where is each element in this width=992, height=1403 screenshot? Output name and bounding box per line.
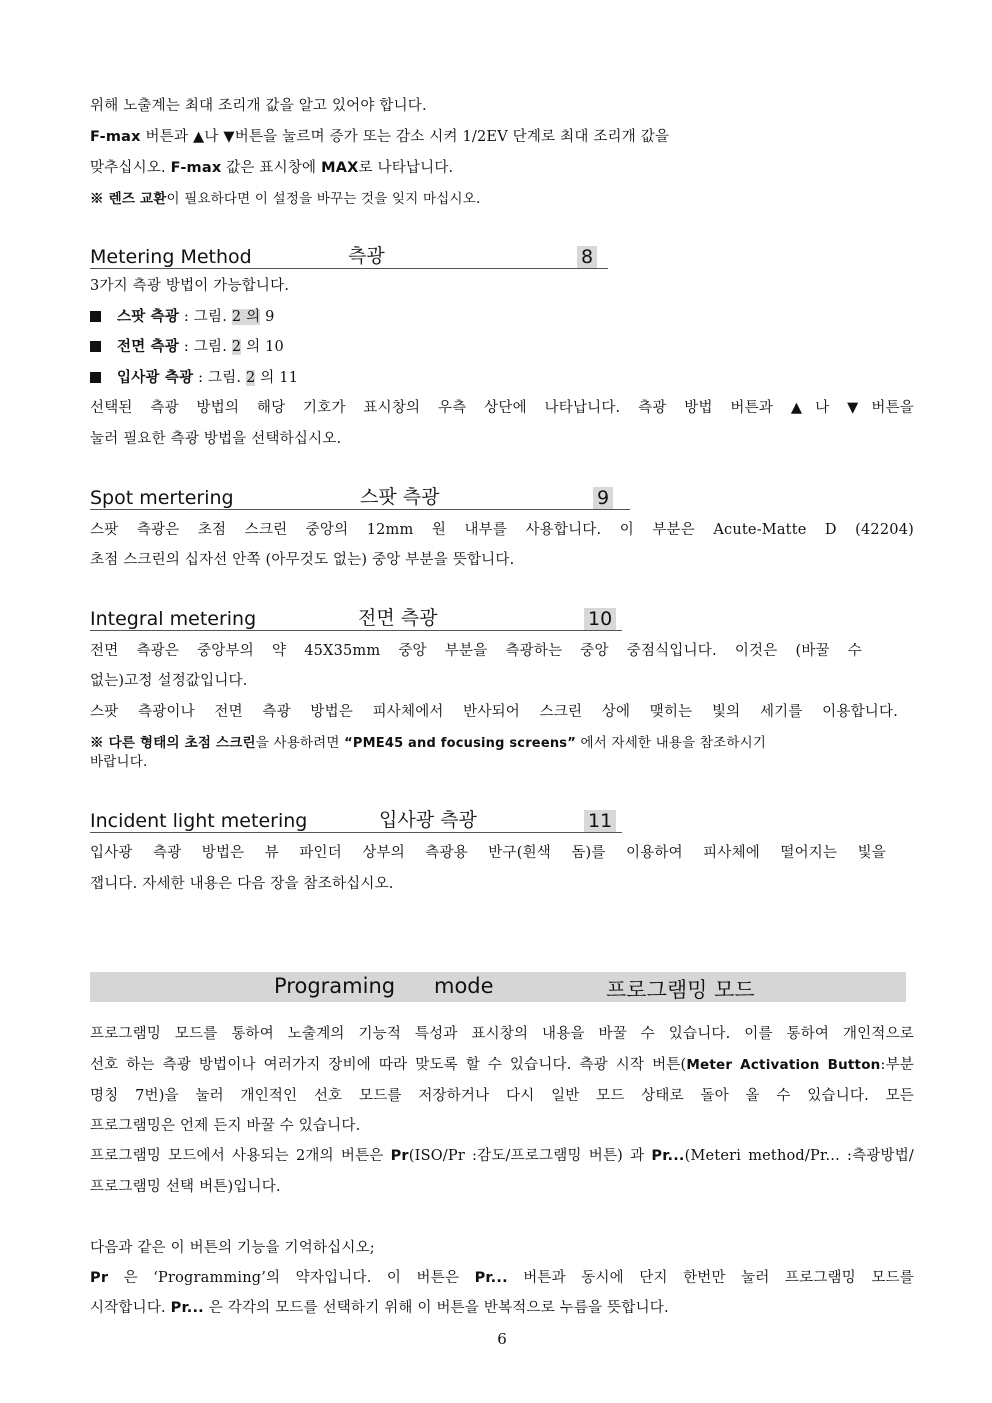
metering-item-incident: 입사광 측광 : 그림. 2 의 11 bbox=[90, 366, 298, 387]
intro-note: ※ 렌즈 교환이 필요하다면 이 설정을 바꾸는 것을 잊지 마십시오. bbox=[90, 191, 481, 207]
programming-p2-line-1: 프로그램밍 모드에서 사용되는 2개의 버튼은 Pr(ISO/Pr :감도/프로그램밍 버튼) 과 Pr...(Meteri method/Pr... :측광방법/ bbox=[90, 1148, 915, 1164]
spot-line-1: 스팟 측광은 초점 스크린 중앙의 12mm 원 내부를 사용합니다. 이 부분은 Acute-Matte D (42204) bbox=[90, 522, 914, 538]
banner-title-en-1: Programing bbox=[274, 974, 396, 998]
section-heading-spot bbox=[90, 484, 630, 510]
programming-p3-line-2: Pr 은 ‘Programming’의 약자입니다. 이 버튼은 Pr... 버튼과 동시에 단지 한번만 눌러 프로그램밍 모드를 bbox=[90, 1270, 914, 1286]
integral-line-3: 스팟 측광이나 전면 측광 방법은 피사체에서 반사되어 스크린 상에 맺히는 빛의 세기를 이용합니다. bbox=[90, 704, 898, 720]
section-number: 10 bbox=[584, 608, 616, 630]
section-title-ko: 스팟 측광 bbox=[360, 486, 440, 508]
integral-line-1: 전면 측광은 중앙부의 약 45X35mm 중앙 부분을 측광하는 중앙 중점식입니다. 이것은 (바꿀 수 bbox=[90, 643, 862, 659]
programming-p3-line-3: 시작합니다. Pr... 은 각각의 모드를 선택하기 위해 이 버튼을 반복적으로 누름을 뜻합니다. bbox=[90, 1300, 669, 1316]
spot-line-2: 초점 스크린의 십자선 안쪽 (아무것도 없는) 중앙 부분을 뜻합니다. bbox=[90, 552, 515, 568]
section-number: 8 bbox=[577, 246, 597, 268]
banner-title-en-2: mode bbox=[434, 974, 494, 998]
incident-line-2: 잽니다. 자세한 내용은 다음 장을 참조하십시오. bbox=[90, 876, 394, 892]
metering-item-spot: 스팟 측광 : 그림. 2 의 9 bbox=[90, 305, 275, 326]
metering-item-integral: 전면 측광 : 그림. 2 의 10 bbox=[90, 335, 284, 356]
programming-p1-line-1: 프로그램밍 모드를 통하여 노출계의 기능적 특성과 표시창의 내용을 바꿀 수 있습니다. 이를 통하여 개인적으로 bbox=[90, 1026, 914, 1042]
intro-line-3: 맞추십시오. F-max 값은 표시창에 MAX로 나타납니다. bbox=[90, 160, 454, 176]
intro-line-2: F-max 버튼과 ▲나 ▼버튼을 눌르며 증가 또는 감소 시켜 1/2EV 단계로 최대 조리개 값을 bbox=[90, 128, 670, 145]
programming-p2-line-2: 프로그램밍 선택 버튼)입니다. bbox=[90, 1179, 281, 1195]
programming-p1-line-4: 프로그램밍은 언제 든지 바꿀 수 있습니다. bbox=[90, 1118, 361, 1134]
section-number: 11 bbox=[584, 810, 616, 832]
section-title-ko: 측광 bbox=[348, 245, 385, 267]
programming-p1-line-3: 명칭 7번)을 눌러 개인적인 선호 모드를 저장하거나 다시 일반 모드 상태로 돌아 올 수 있습니다. 모든 bbox=[90, 1088, 914, 1104]
programming-p1-line-2: 선호 하는 측광 방법이나 여러가지 장비에 따라 맞도록 할 수 있습니다. 측광 시작 버튼(Meter Activation Button:부분 bbox=[90, 1057, 914, 1073]
integral-note-cont: 바랍니다. bbox=[90, 754, 148, 770]
down-arrow-icon: ▼ bbox=[223, 128, 235, 145]
incident-line-1: 입사광 측광 방법은 뷰 파인더 상부의 측광용 반구(흰색 돔)를 이용하여 피사체에 떨어지는 빛을 bbox=[90, 845, 886, 861]
up-arrow-icon: ▲ bbox=[790, 399, 816, 416]
down-arrow-icon: ▼ bbox=[847, 399, 872, 416]
bullet-square-icon bbox=[90, 341, 101, 352]
bullet-square-icon bbox=[90, 372, 101, 383]
metering-para-1: 선택된 측광 방법의 해당 기호가 표시창의 우측 상단에 나타납니다. 측광 방법 버튼과 ▲나 ▼버튼을 bbox=[90, 399, 914, 416]
section-heading-incident bbox=[90, 807, 622, 833]
metering-desc: 3가지 측광 방법이 가능합니다. bbox=[90, 278, 290, 294]
section-title-en: Spot mertering bbox=[90, 487, 234, 509]
section-heading-integral bbox=[90, 605, 622, 631]
section-heading-metering bbox=[90, 243, 608, 269]
up-arrow-icon: ▲ bbox=[192, 128, 205, 145]
section-title-en: Integral metering bbox=[90, 608, 257, 630]
integral-line-2: 없는)고정 설정값입니다. bbox=[90, 673, 248, 689]
metering-para-2: 눌러 필요한 측광 방법을 선택하십시오. bbox=[90, 431, 342, 447]
section-title-ko: 전면 측광 bbox=[358, 607, 438, 629]
bullet-square-icon bbox=[90, 311, 101, 322]
page-number: 6 bbox=[497, 1330, 507, 1348]
integral-note: ※ 다른 형태의 초점 스크린을 사용하려면 “PME45 and focusing screens” 에서 자세한 내용을 참조하시기 bbox=[90, 735, 767, 751]
programming-mode-banner bbox=[90, 972, 906, 1002]
intro-line-1: 위해 노출계는 최대 조리개 값을 알고 있어야 합니다. bbox=[90, 98, 427, 114]
programming-p3-line-1: 다음과 같은 이 버튼의 기능을 기억하십시오; bbox=[90, 1240, 375, 1256]
section-number: 9 bbox=[593, 487, 613, 509]
section-title-en: Incident light metering bbox=[90, 810, 308, 832]
section-title-en: Metering Method bbox=[90, 246, 252, 268]
banner-title-ko: 프로그램밍 모드 bbox=[606, 978, 755, 1002]
section-title-ko: 입사광 측광 bbox=[379, 809, 477, 831]
fmax-label: F-max bbox=[90, 129, 141, 145]
